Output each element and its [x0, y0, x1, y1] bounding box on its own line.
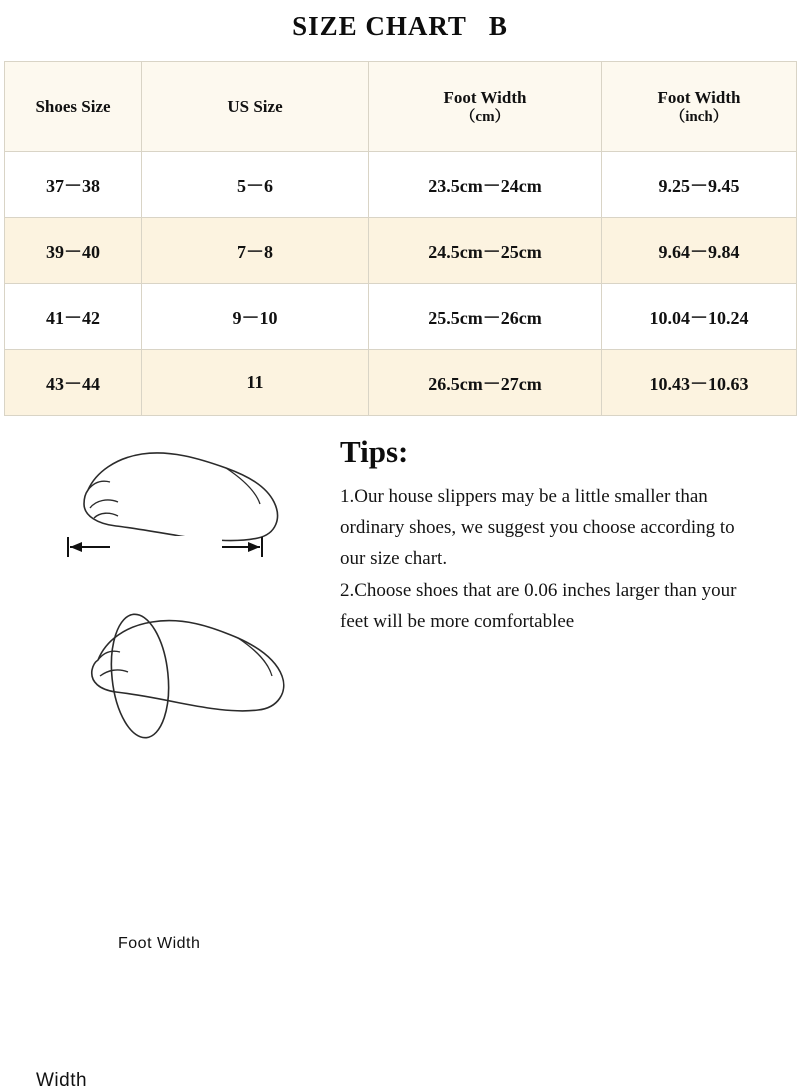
cell-foot-width-inch: 10.43－10.63: [602, 350, 797, 416]
cell-shoes-size: 39－40: [5, 218, 142, 284]
column-header-shoes-size: [5, 62, 142, 152]
table-row: [5, 350, 797, 416]
lower-section: [0, 422, 800, 1091]
foot-width-view-icon: [60, 590, 300, 760]
table-row: [5, 284, 797, 350]
tips-title: Tips:: [340, 434, 409, 469]
cell-foot-width-cm: 25.5cm－26cm: [369, 284, 602, 350]
foot-width-label: Foot Width: [118, 935, 201, 952]
cell-foot-width-inch: 10.04－10.24: [602, 284, 797, 350]
foot-diagram-column: [0, 422, 330, 1091]
cell-foot-width-cm: 26.5cm－27cm: [369, 350, 602, 416]
tips-item: 2.Choose shoes that are 0.06 inches larger than your feet will be more comfortablee: [340, 580, 737, 633]
size-table: [4, 61, 797, 416]
size-table-body: [5, 152, 797, 416]
column-header-foot-width-cm: [369, 62, 602, 152]
column-header-us-size: [142, 62, 369, 152]
size-table-wrapper: [0, 61, 800, 416]
foot-width-measure-arrow: [60, 534, 270, 568]
page-title: [0, 0, 800, 42]
cell-us-size: 7－8: [142, 218, 369, 284]
cell-shoes-size: 43－44: [5, 350, 142, 416]
column-header-line1: US Size: [227, 96, 283, 116]
cell-us-size: 9－10: [142, 284, 369, 350]
width-label: Width: [36, 1070, 88, 1091]
cell-us-size: 5－6: [142, 152, 369, 218]
column-header-line1: Foot Width: [443, 87, 527, 107]
page-title-main: SIZE CHART: [292, 11, 467, 41]
cell-foot-width-inch: 9.64－9.84: [602, 218, 797, 284]
table-header-row: [5, 62, 797, 152]
column-header-line2: （cm）: [460, 108, 510, 125]
tips-item: 1.Our house slippers may be a little smaller than ordinary shoes, we suggest you choose according to our size chart.: [340, 486, 735, 569]
size-table-head: [5, 62, 797, 152]
page-title-suffix: B: [488, 11, 508, 41]
column-header-line1: Foot Width: [657, 87, 741, 107]
column-header-foot-width-inch: [602, 62, 797, 152]
tips-column: [330, 422, 800, 812]
table-row: [5, 152, 797, 218]
cell-shoes-size: 41－42: [5, 284, 142, 350]
column-header-line1: Shoes Size: [35, 96, 111, 116]
cell-us-size: 11: [142, 350, 369, 416]
table-row: [5, 218, 797, 284]
cell-foot-width-inch: 9.25－9.45: [602, 152, 797, 218]
cell-foot-width-cm: 24.5cm－25cm: [369, 218, 602, 284]
cell-foot-width-cm: 23.5cm－24cm: [369, 152, 602, 218]
column-header-line2: （inch）: [670, 108, 728, 125]
cell-shoes-size: 37－38: [5, 152, 142, 218]
